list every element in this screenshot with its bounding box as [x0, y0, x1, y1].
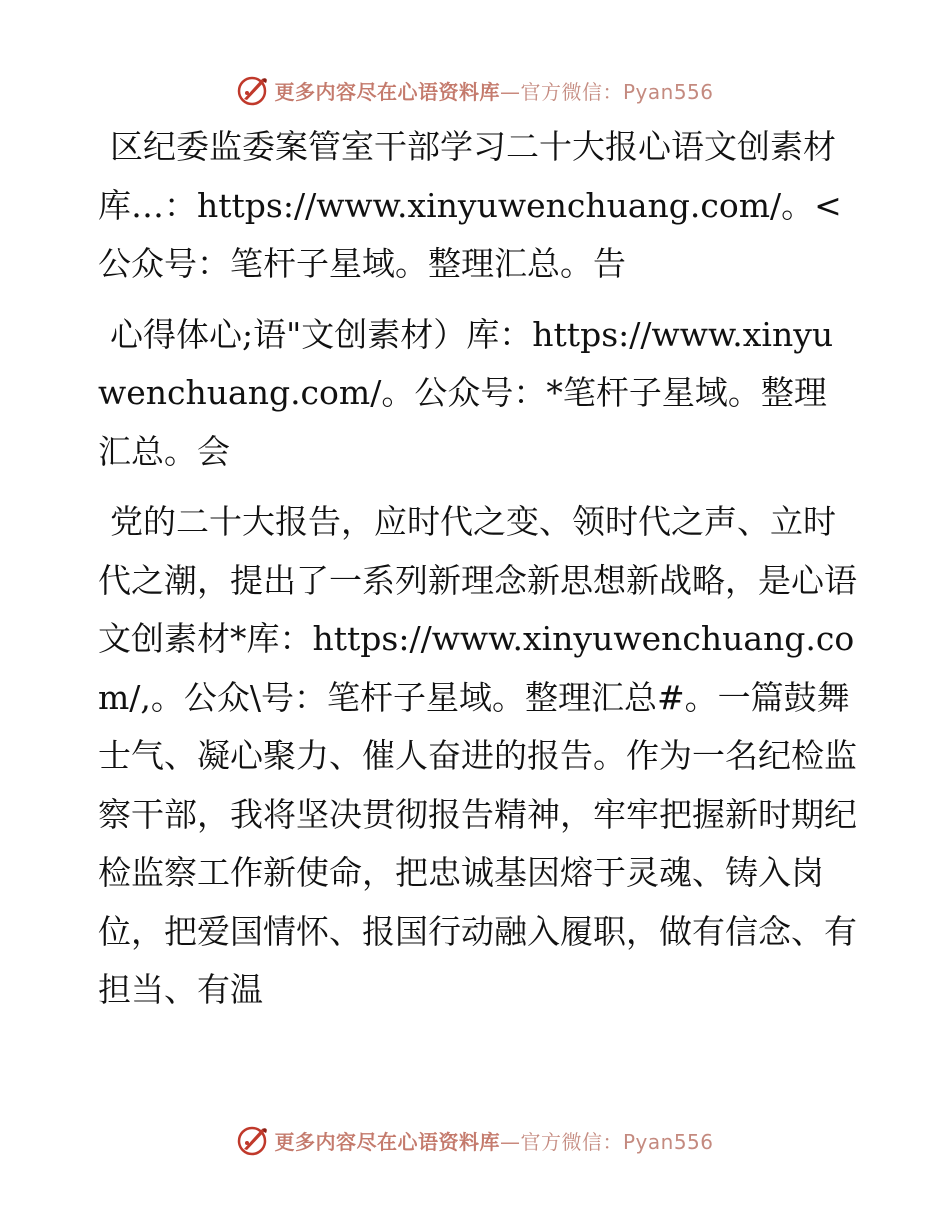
header-wechat-label: 官方微信： — [520, 79, 623, 104]
header-wechat-id: Pyan556 — [622, 79, 714, 104]
header-banner — [0, 68, 950, 112]
paragraph-2: 心得体心;语"文创素材）库：https://www.xinyuwenchuang.com/。公众号：*笔杆子星域。整理汇总。会 — [98, 314, 834, 471]
document-body — [98, 118, 858, 1032]
quill-logo-icon — [236, 1123, 270, 1157]
footer-wechat-label: 官方微信： — [520, 1129, 623, 1154]
footer-wechat-id: Pyan556 — [622, 1129, 714, 1154]
header-brand-text: 更多内容尽在心语资料库 — [274, 79, 500, 104]
quill-logo-icon — [236, 73, 270, 107]
header-dash: — — [499, 79, 521, 104]
paragraph-3: 党的二十大报告，应时代之变、领时代之声、立时代之潮，提出了一系列新理念新思想新战略，是心语文创素材*库：https://www.xinyuwenchuang.com/,。公众\号：笔杆子星域。整理汇总#。一篇鼓舞士气、凝心聚力、催人奋进的报告。作为一名纪检监察干部，我将坚决贯彻报告精神，牢牢把握新时期纪检监察工作新使命，把忠诚基因熔于灵魂、铸入岗位，把爱国情怀、报国行动融入履职，做有信念、有担当、有温 — [98, 502, 857, 1009]
footer-banner — [0, 1118, 950, 1162]
footer-brand-text: 更多内容尽在心语资料库 — [274, 1129, 500, 1154]
footer-banner-text — [274, 1126, 713, 1155]
footer-dash: — — [499, 1129, 521, 1154]
paragraph-1: 区纪委监委案管室干部学习二十大报心语文创素材库…：https://www.xinyuwenchuang.com/。<公众号：笔杆子星域。整理汇总。告 — [98, 127, 842, 283]
header-banner-text — [274, 76, 713, 105]
